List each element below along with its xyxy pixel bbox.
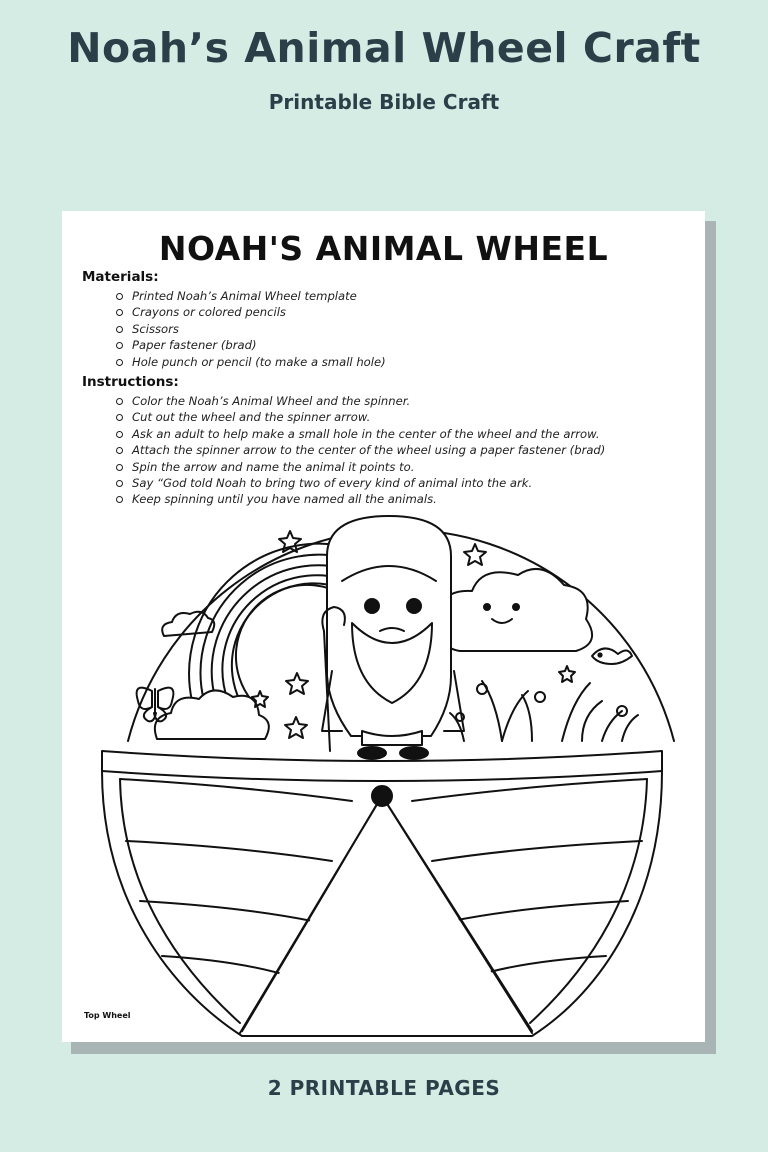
star-icon <box>252 691 268 707</box>
sheet-title: NOAH'S ANIMAL WHEEL <box>158 229 609 268</box>
list-item: Say “God told Noah to bring two of every kind of animal into the ark. <box>114 475 605 491</box>
printable-sheet <box>62 211 705 1042</box>
star-icon <box>464 544 486 565</box>
noah-figure-icon <box>322 516 464 759</box>
materials-heading: Materials: <box>82 269 159 285</box>
page-title: Noah’s Animal Wheel Craft <box>67 24 701 72</box>
bird-icon <box>592 648 632 664</box>
cloud-icon <box>162 612 214 636</box>
wheel-label: Top Wheel <box>84 1011 131 1020</box>
center-hole <box>372 786 392 806</box>
list-item: Attach the spinner arrow to the center of the wheel using a paper fastener (brad) <box>114 442 605 458</box>
list-item: Cut out the wheel and the spinner arrow. <box>114 409 605 425</box>
instructions-heading: Instructions: <box>82 374 179 390</box>
list-item: Printed Noah’s Animal Wheel template <box>114 288 386 304</box>
plant-icon <box>450 681 638 741</box>
footer-text: 2 PRINTABLE PAGES <box>267 1076 501 1100</box>
list-item: Color the Noah’s Animal Wheel and the spinner. <box>114 393 605 409</box>
list-item: Spin the arrow and name the animal it points to. <box>114 459 605 475</box>
star-icon <box>285 717 307 738</box>
page-subtitle: Printable Bible Craft <box>268 90 500 114</box>
animal-wheel-illustration <box>62 211 705 1042</box>
star-icon <box>286 673 308 694</box>
list-item: Hole punch or pencil (to make a small hole) <box>114 354 386 370</box>
list-item: Scissors <box>114 321 386 337</box>
list-item: Ask an adult to help make a small hole in the center of the wheel and the arrow. <box>114 426 605 442</box>
list-item: Crayons or colored pencils <box>114 304 386 320</box>
list-item: Paper fastener (brad) <box>114 337 386 353</box>
list-item: Keep spinning until you have named all the animals. <box>114 491 605 507</box>
star-icon <box>559 666 575 682</box>
